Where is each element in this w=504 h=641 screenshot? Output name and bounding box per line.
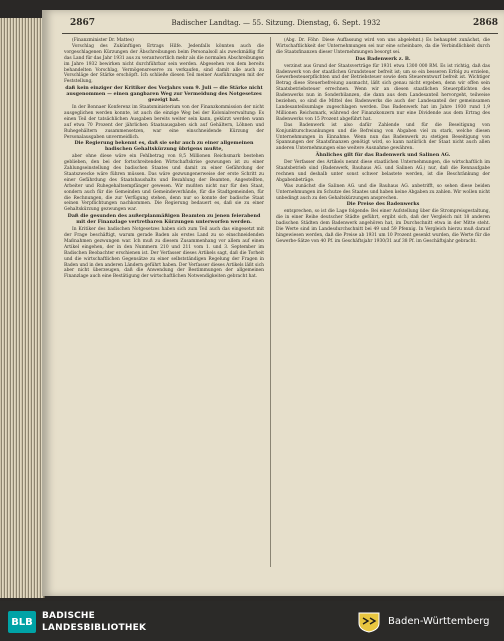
blb-name-line2: LANDESBIBLIOTHEK: [42, 623, 147, 633]
paragraph: Vorschlag des Zukünftigen Ertrags Hilfe. Jedenfalls könnten auch die vorgeschlagenen Kürzungen der Äbschreibungen beim Personalsoll als zweckmäßig für das Land für das Jahr 1931 aus zu verantwortlich mehr als die normalen Abschreibungen im Jahre 1932 bewirken nicht durchführbar sein werden. Abgesehen von dem bereits behandelten Vorschlag, Vermögensreserve zu verkaufen, sind damit alle auch zu Vorschläge der Stärke erschöpft. Ich schließe diesen Teil meiner Ausführungen mit der Feststellung,: [64, 43, 264, 85]
book-page-edges: [0, 18, 45, 598]
section-heading: daß kein einziger der Kritiker des Vorjahrs vom 9. Juli — die Stärke nicht ausgenommen — einen gangbaren Weg zur Vermeidung des Notgesetzes gezeigt hat.: [65, 85, 263, 104]
header-rule: [62, 33, 498, 34]
paragraph: (Abg. Dr. Föhr: Diese Auffassung wird von uns abgelehnt.) Es behauptet zunächst, die Wirtschaftlichkeit der Unternehmungen sei nur eine scheinbare, da die Verbindlichkeit durch die Staatsfinanzen dieser Unternehmungen besorgt sei.: [276, 38, 490, 55]
section-heading: Die Regierung bekennt es, daß sie sehr auch zu einer allgemeinen badischen Gehaltskürzung übrigens mußte,: [74, 140, 254, 153]
page-header: [48, 18, 504, 32]
page-number-right: 2868: [472, 18, 498, 28]
column-divider: [270, 37, 271, 567]
blb-name-line1: BADISCHE: [42, 611, 96, 621]
right-text-column: [276, 38, 490, 245]
document-page: [42, 10, 504, 596]
baden-wuerttemberg-label: Baden-Württemberg: [388, 616, 490, 627]
page-number-left: 2867: [70, 18, 96, 28]
blb-logo[interactable]: BLB: [8, 611, 36, 633]
section-heading: Das Badenwerk z. B.: [355, 55, 411, 62]
paragraph: Was zunächst die Salinen AG. und die Bauhaus AG. anbetrifft, so sehen diese beiden Unternehmungen im Schutze des Staates und haben keine Abgaben zu zahlen. Wir wollen nicht unbedingt auch zu den Gehaltskürzungen ansprechen.: [276, 183, 490, 201]
left-text-column: [64, 38, 264, 280]
baden-wuerttemberg-crest-icon: [356, 611, 382, 633]
paragraph: In der Bonnaer Konferenz im Staatsministerium von der Finanzkommission der nicht ausgeglichen werden konnte, ist auch die einzige Weg bei der Kolonialverwaltung: Es einen Teil der tatsächlichen Ausgaben bereits weiter sein kann, gekürzt werden wann auf etwa 70 Prozent der jährlichen Staatsausgaben sich auf Gehältern, Löhnen und Ruhegehältern zusammensetzen, war eine einschneidende Kürzung der Personalausgaben unvermeidlich.: [64, 104, 264, 140]
blb-name: [42, 610, 146, 634]
running-title: Badischer Landtag. — 55. Sitzung. Dienstag, 6. Sept. 1932: [171, 19, 381, 27]
viewer-footer: [0, 601, 504, 641]
section-heading: Die Preise des Badenwerks: [346, 201, 420, 208]
paragraph: entsprechen, so ist die Lage folgende: Bei einer Aufstellung über die Strompreisgestaltung, die in einer Reihe deutscher Städte geführt, ergibt sich, daß der Vergleich mit 18 anderen badischen Städten dem Badenwerk angehören hat, im Durchschnitt etwa in der Mitte steht. Die Werte sind im Landesdurchschnitt bei 49 und 59 Pfennig. In Vergleich hierzu muß darauf hingewiesen werden, daß die Preise ab 1931 um 10 Prozent gesenkt wurden, die Werte für die Gewerbe-Sätze von 40 Pf. im Geschäftsjahr 1930/31 auf 38 Pf. im Geschäftsjahr gebracht.: [276, 209, 490, 244]
paragraph: Der Verfasser des Artikels nennt diese staatlichen Unternehmungen, die wirtschaftlich im Staatsbetrieb sind (Badenwerk, Bauhaus AG. und Salinen AG.) nur, daß die Rennaufgabe rechnen und deshalb unter sonst schwer belastete werden, ist die Beschränkung der Abgabenbeträge.: [276, 160, 490, 183]
section-heading: Daß die gesunden des außerplanmäßigen Beamten zu jenen feierabend mit der Finanzlage vertretbaren Kürzungen unterworfen werden.: [67, 213, 261, 226]
paragraph: In Kritiker des badischen Notgesetzes haben sich zum Teil auch das eingesetzt mit der Frage beschäftigt, warum gerade Baden als erstes Land zu so einschneidenden Maßnahmen gezwungen war. Ich muß zu diesem Zusammenhang vor allem auf einen Artikel eingehen, der in den Nummern 210 und 211 vom 1. und 3. September im Badischen Beobachter erschienen ist. Der Verfasser dieses Artikels sagt, daß die Torheit und die wirtschaftlichen Gegensätze zu einer selbstständigen Regelung der Fragen in Baden und in den anderen Ländern geführt haben. Der Verfasser dieses Artikels läßt sich aber nicht überzeugen, daß die Anwendung der Bestimmungen der allgemeinen Finanzlage auch eine Bestätigung der wirtschaftlichen Notwendigkeiten gebracht hat.: [64, 227, 264, 280]
paragraph: Das Badenwerk ist also dafür Zahlende und für die Beseitigung von Konjunkturschwankungen und die Befreiung von Abgaben viel zu stark, welche diesen Unternehmungen in Einnahme. Wenn nun das Badenwerk zu stetigen Beseitigung von Spannungen der Staatsfinanzen genötigt wird, so kann natürlich der Staat nicht auch allen anderen Unternehmungen eine weitere Ausnahme gewähren.: [276, 122, 490, 152]
paragraph: (Finanzminister Dr. Mattes): [72, 38, 134, 43]
paragraph: verzinst aus Grund der Staatsverträge für 1931 etwa 1300 000 RM. Es ist richtig, daß das Badenwerk von der staatlichen Grundsteuer befreit ist; um so ein besseren Erfolg zu erzielen, Gewerbesteuerpflichten und der Betriebsteuer sowie dem Steuerentwurf befreit ist. Wichtiger Betrag diese Steuerbefreiung ausmacht, läßt sich genau nicht ergeben, denn wir offen sein Staatsbetriebsteuer errechnen. Wenn wir an diesen staatlichen Steuerpflichten des Badenwerks nun in Sonderbilanzen, die dann aus dem Landesanteil hervorgeht, teilweise beziehen, so sind die Mittel des Badenwerks die auch der Landesanteil der gemeinsamen Landesanteilsumlage zugeschlagen werden. Das Badenwerk hat im Jahre 1930 rund 1,9 Millionen Reichsmark, während der Finanzkonzern nur eine Dividende aus dem Ertrag des Badenwerks von 15 Prozent abgeführt hat.: [276, 63, 490, 122]
paragraph: aber ohne diese wäre ein Fehlbetrag von 8,5 Millionen Reichsmark bestehen geblieben, den bei der fortschreitenden Wirtschaftskrise gezwungen ist zu einer Zahlungseinstellung des badischen Staates und damit zu einer Gefährdung der Staatszwecke wäre führen müssen. Das wäre gezwungenerweise der erste Schritt zu einer Gefährdung des Staatshaushalts und Bezahlung der Beamten, Angestellten, Arbeiter und Ruhegehaltsempfänger gewesen. Wir mußten nicht nur für den Staat, sondern auch für die Gemeinden und Gemeindeverbände, für die Stadtgemeinden, für die Rechnungen, die zur Verfügung stehen, denn nur so konnte der badische Staat seinen Verpflichtungen nachkommen. Die Regierung bedauert es, daß sie zu einer Gehaltskürzung gezwungen war.: [64, 154, 264, 213]
section-heading: Ähnliches gilt für das Badenwerk und Salinen AG.: [315, 152, 451, 159]
